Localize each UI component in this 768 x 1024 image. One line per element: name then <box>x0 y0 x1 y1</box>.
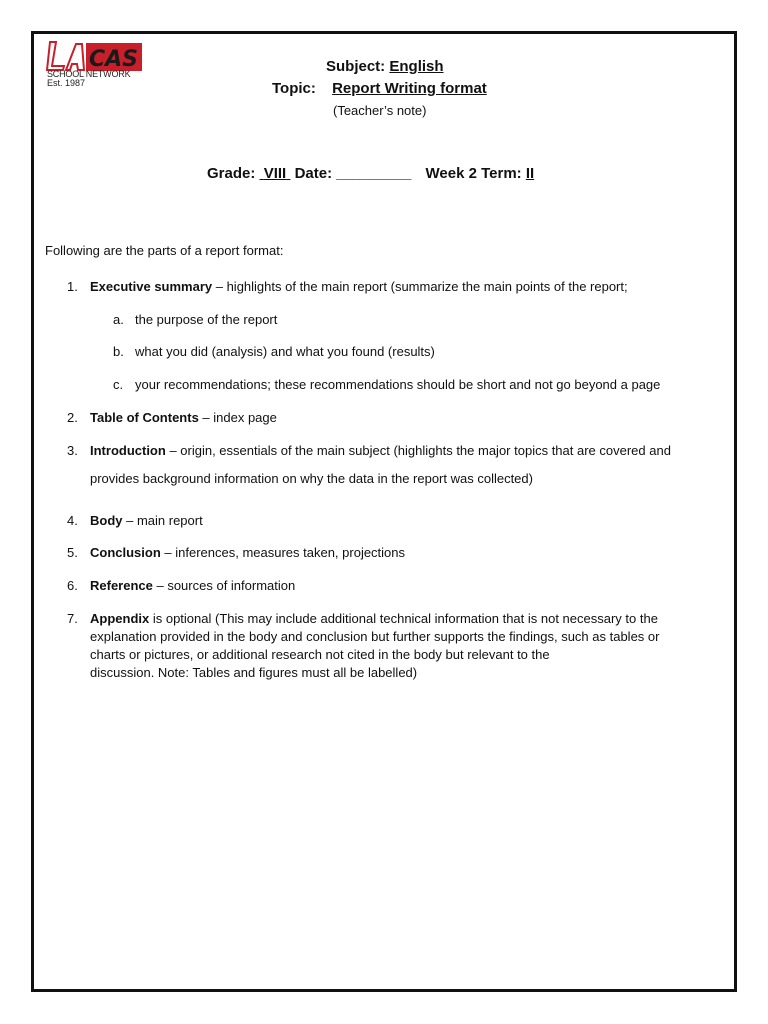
list-item-introduction <box>90 442 671 460</box>
item-text: – inferences, measures taken, projections <box>160 545 406 560</box>
topic-label: Topic: <box>272 80 316 97</box>
list-number: 2. <box>67 410 78 425</box>
sublist-letter: c. <box>113 377 124 392</box>
subject-line <box>326 58 444 75</box>
teacher-note: (Teacher’s note) <box>333 103 427 118</box>
intro-text: Following are the parts of a report format: <box>45 243 284 258</box>
list-item-table-of-contents <box>90 409 277 427</box>
grade-line <box>207 165 534 182</box>
logo-est-text: Est. 1987 <box>47 78 86 88</box>
sublist-item: your recommendations; these recommendations should be short and not go beyond a page <box>135 377 661 392</box>
week-term-label: Week 2 Term: <box>425 165 522 182</box>
item-text-continued: charts or pictures, or additional research not cited in the body but relevant to the <box>90 647 550 662</box>
list-number: 4. <box>67 513 78 528</box>
list-item-conclusion <box>90 544 405 562</box>
logo-network-text: SCHOOL NETWORK <box>47 69 131 79</box>
topic-line <box>272 80 487 97</box>
list-item-reference <box>90 577 295 595</box>
item-text: – origin, essentials of the main subject (highlights the major topics that are covered and <box>165 443 671 458</box>
sublist-item: what you did (analysis) and what you found (results) <box>135 344 435 359</box>
item-text-continued: provides background information on why the data in the report was collected) <box>90 471 533 486</box>
topic-value: Report Writing format <box>332 80 487 97</box>
list-number: 7. <box>67 611 78 626</box>
item-title: Conclusion <box>90 545 161 560</box>
item-text: – index page <box>198 410 277 425</box>
grade-value: VIII <box>263 165 287 182</box>
list-number: 5. <box>67 545 78 560</box>
sublist-item: the purpose of the report <box>135 312 278 327</box>
sublist-letter: b. <box>113 344 124 359</box>
svg-text:CAS: CAS <box>89 47 139 72</box>
item-title: Reference <box>90 578 153 593</box>
list-number: 6. <box>67 578 78 593</box>
item-title: Appendix <box>90 611 150 626</box>
list-item-body <box>90 512 203 530</box>
item-title: Table of Contents <box>90 410 199 425</box>
item-text: is optional (This may include additional technical information that is not necessary to the <box>149 611 658 626</box>
item-text: – main report <box>122 513 203 528</box>
grade-label: Grade: <box>207 165 256 182</box>
list-number: 1. <box>67 279 78 294</box>
term-value: II <box>525 165 535 182</box>
item-text: – highlights of the main report (summarize the main points of the report; <box>212 279 628 294</box>
item-text-continued: discussion. Note: Tables and figures must all be labelled) <box>90 665 418 680</box>
date-label: Date: <box>294 165 333 182</box>
sublist-letter: a. <box>113 312 124 327</box>
item-title: Introduction <box>90 443 166 458</box>
list-item-appendix <box>90 610 658 628</box>
date-blank: _________ <box>336 165 412 182</box>
item-text-continued: explanation provided in the body and conclusion but further supports the findings, such as tables or <box>90 629 660 644</box>
item-title: Body <box>90 513 123 528</box>
list-number: 3. <box>67 443 78 458</box>
subject-value: English <box>389 58 444 75</box>
item-title: Executive summary <box>90 279 213 294</box>
item-text: – sources of information <box>152 578 296 593</box>
subject-label: Subject: <box>326 58 386 75</box>
list-item-executive-summary <box>90 278 628 296</box>
